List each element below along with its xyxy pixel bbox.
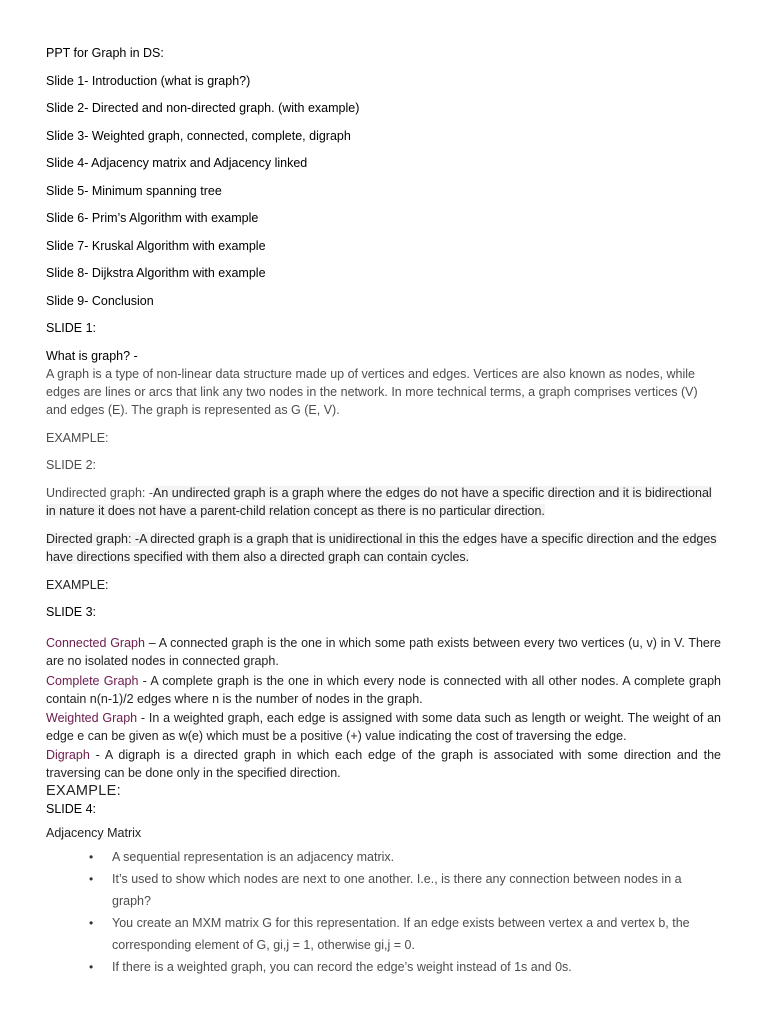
outline-slide-3: Slide 3- Weighted graph, connected, complete, digraph <box>46 128 351 143</box>
connected-graph-paragraph <box>46 634 721 670</box>
slide2-example: EXAMPLE: <box>46 577 109 592</box>
list-item: • A sequential representation is an adjacency matrix. <box>112 846 721 868</box>
connected-graph-term: Connected Graph <box>46 636 145 650</box>
list-item: • You create an MXM matrix G for this representation. If an edge exists between vertex a and vertex b, the corresponding element of G, gi,j = 1, otherwise gi,j = 0. <box>112 912 721 956</box>
slide1-example: EXAMPLE: <box>46 430 109 445</box>
adjacency-matrix-list <box>46 846 721 978</box>
slide1-question: What is graph? - <box>46 348 138 363</box>
weighted-graph-paragraph <box>46 709 721 745</box>
outline-heading: PPT for Graph in DS: <box>46 46 164 60</box>
slide4-label: SLIDE 4: <box>46 802 97 816</box>
undirected-text: An undirected graph is a graph where the edges do not have a specific direction and it is bidirectional in nature it does not have a parent-child relation concept as there is no particular direction. <box>46 485 712 518</box>
slide2-label: SLIDE 2: <box>46 458 97 472</box>
slide2-undirected-paragraph <box>46 484 721 520</box>
outline-slide-9: Slide 9- Conclusion <box>46 293 154 308</box>
outline-slide-1: Slide 1- Introduction (what is graph?) <box>46 73 251 88</box>
slide3-example: EXAMPLE: <box>46 783 121 799</box>
complete-graph-paragraph <box>46 672 721 708</box>
outline-slide-5: Slide 5- Minimum spanning tree <box>46 183 222 198</box>
complete-graph-term: Complete Graph <box>46 674 139 688</box>
outline-slide-2: Slide 2- Directed and non-directed graph. (with example) <box>46 101 360 115</box>
weighted-graph-term: Weighted Graph <box>46 711 138 725</box>
slide4-subheading: Adjacency Matrix <box>46 826 142 840</box>
directed-term: Directed graph: - <box>46 531 140 546</box>
slide3-label: SLIDE 3: <box>46 605 97 619</box>
slide1-label: SLIDE 1: <box>46 321 97 335</box>
complete-graph-text: - A complete graph is the one in which every node is connected with all other nodes. A complete graph contain n(n-1)/2 edges where n is the number of nodes in the graph. <box>46 674 721 706</box>
outline-slide-7: Slide 7- Kruskal Algorithm with example <box>46 238 266 253</box>
directed-text: A directed graph is a graph that is unidirectional in this the edges have a specific direction and the edges have directions specified with them also a directed graph can contain cycles. <box>46 531 717 564</box>
undirected-term: Undirected graph: - <box>46 485 154 500</box>
outline-slide-6: Slide 6- Prim’s Algorithm with example <box>46 211 259 225</box>
digraph-text: - A digraph is a directed graph in which each edge of the graph is associated with some direction and the traversing can be done only in the specified direction. <box>46 748 721 780</box>
slide2-directed-paragraph <box>46 530 721 566</box>
outline-slide-4: Slide 4- Adjacency matrix and Adjacency linked <box>46 156 308 170</box>
digraph-term: Digraph <box>46 748 90 762</box>
connected-graph-text: – A connected graph is the one in which some path exists between every two vertices (u, v) in V. There are no isolated nodes in connected graph. <box>46 636 721 668</box>
list-item: • It’s used to show which nodes are next to one another. I.e., is there any connection between nodes in a graph? <box>112 868 721 912</box>
list-item: • If there is a weighted graph, you can record the edge’s weight instead of 1s and 0s. <box>112 956 721 978</box>
slide1-definition: A graph is a type of non-linear data structure made up of vertices and edges. Vertices are also known as nodes, while edges are lines or arcs that link any two nodes in the network. In more technical terms, a graph comprises vertices (V) and edges (E). The graph is represented as G (E, V). <box>46 366 698 417</box>
weighted-graph-text: - In a weighted graph, each edge is assigned with some data such as length or weight. The weight of an edge e can be given as w(e) which must be a positive (+) value indicating the cost of traversing the edge. <box>46 711 722 743</box>
outline-slide-8: Slide 8- Dijkstra Algorithm with example <box>46 266 266 280</box>
digraph-paragraph <box>46 746 721 782</box>
